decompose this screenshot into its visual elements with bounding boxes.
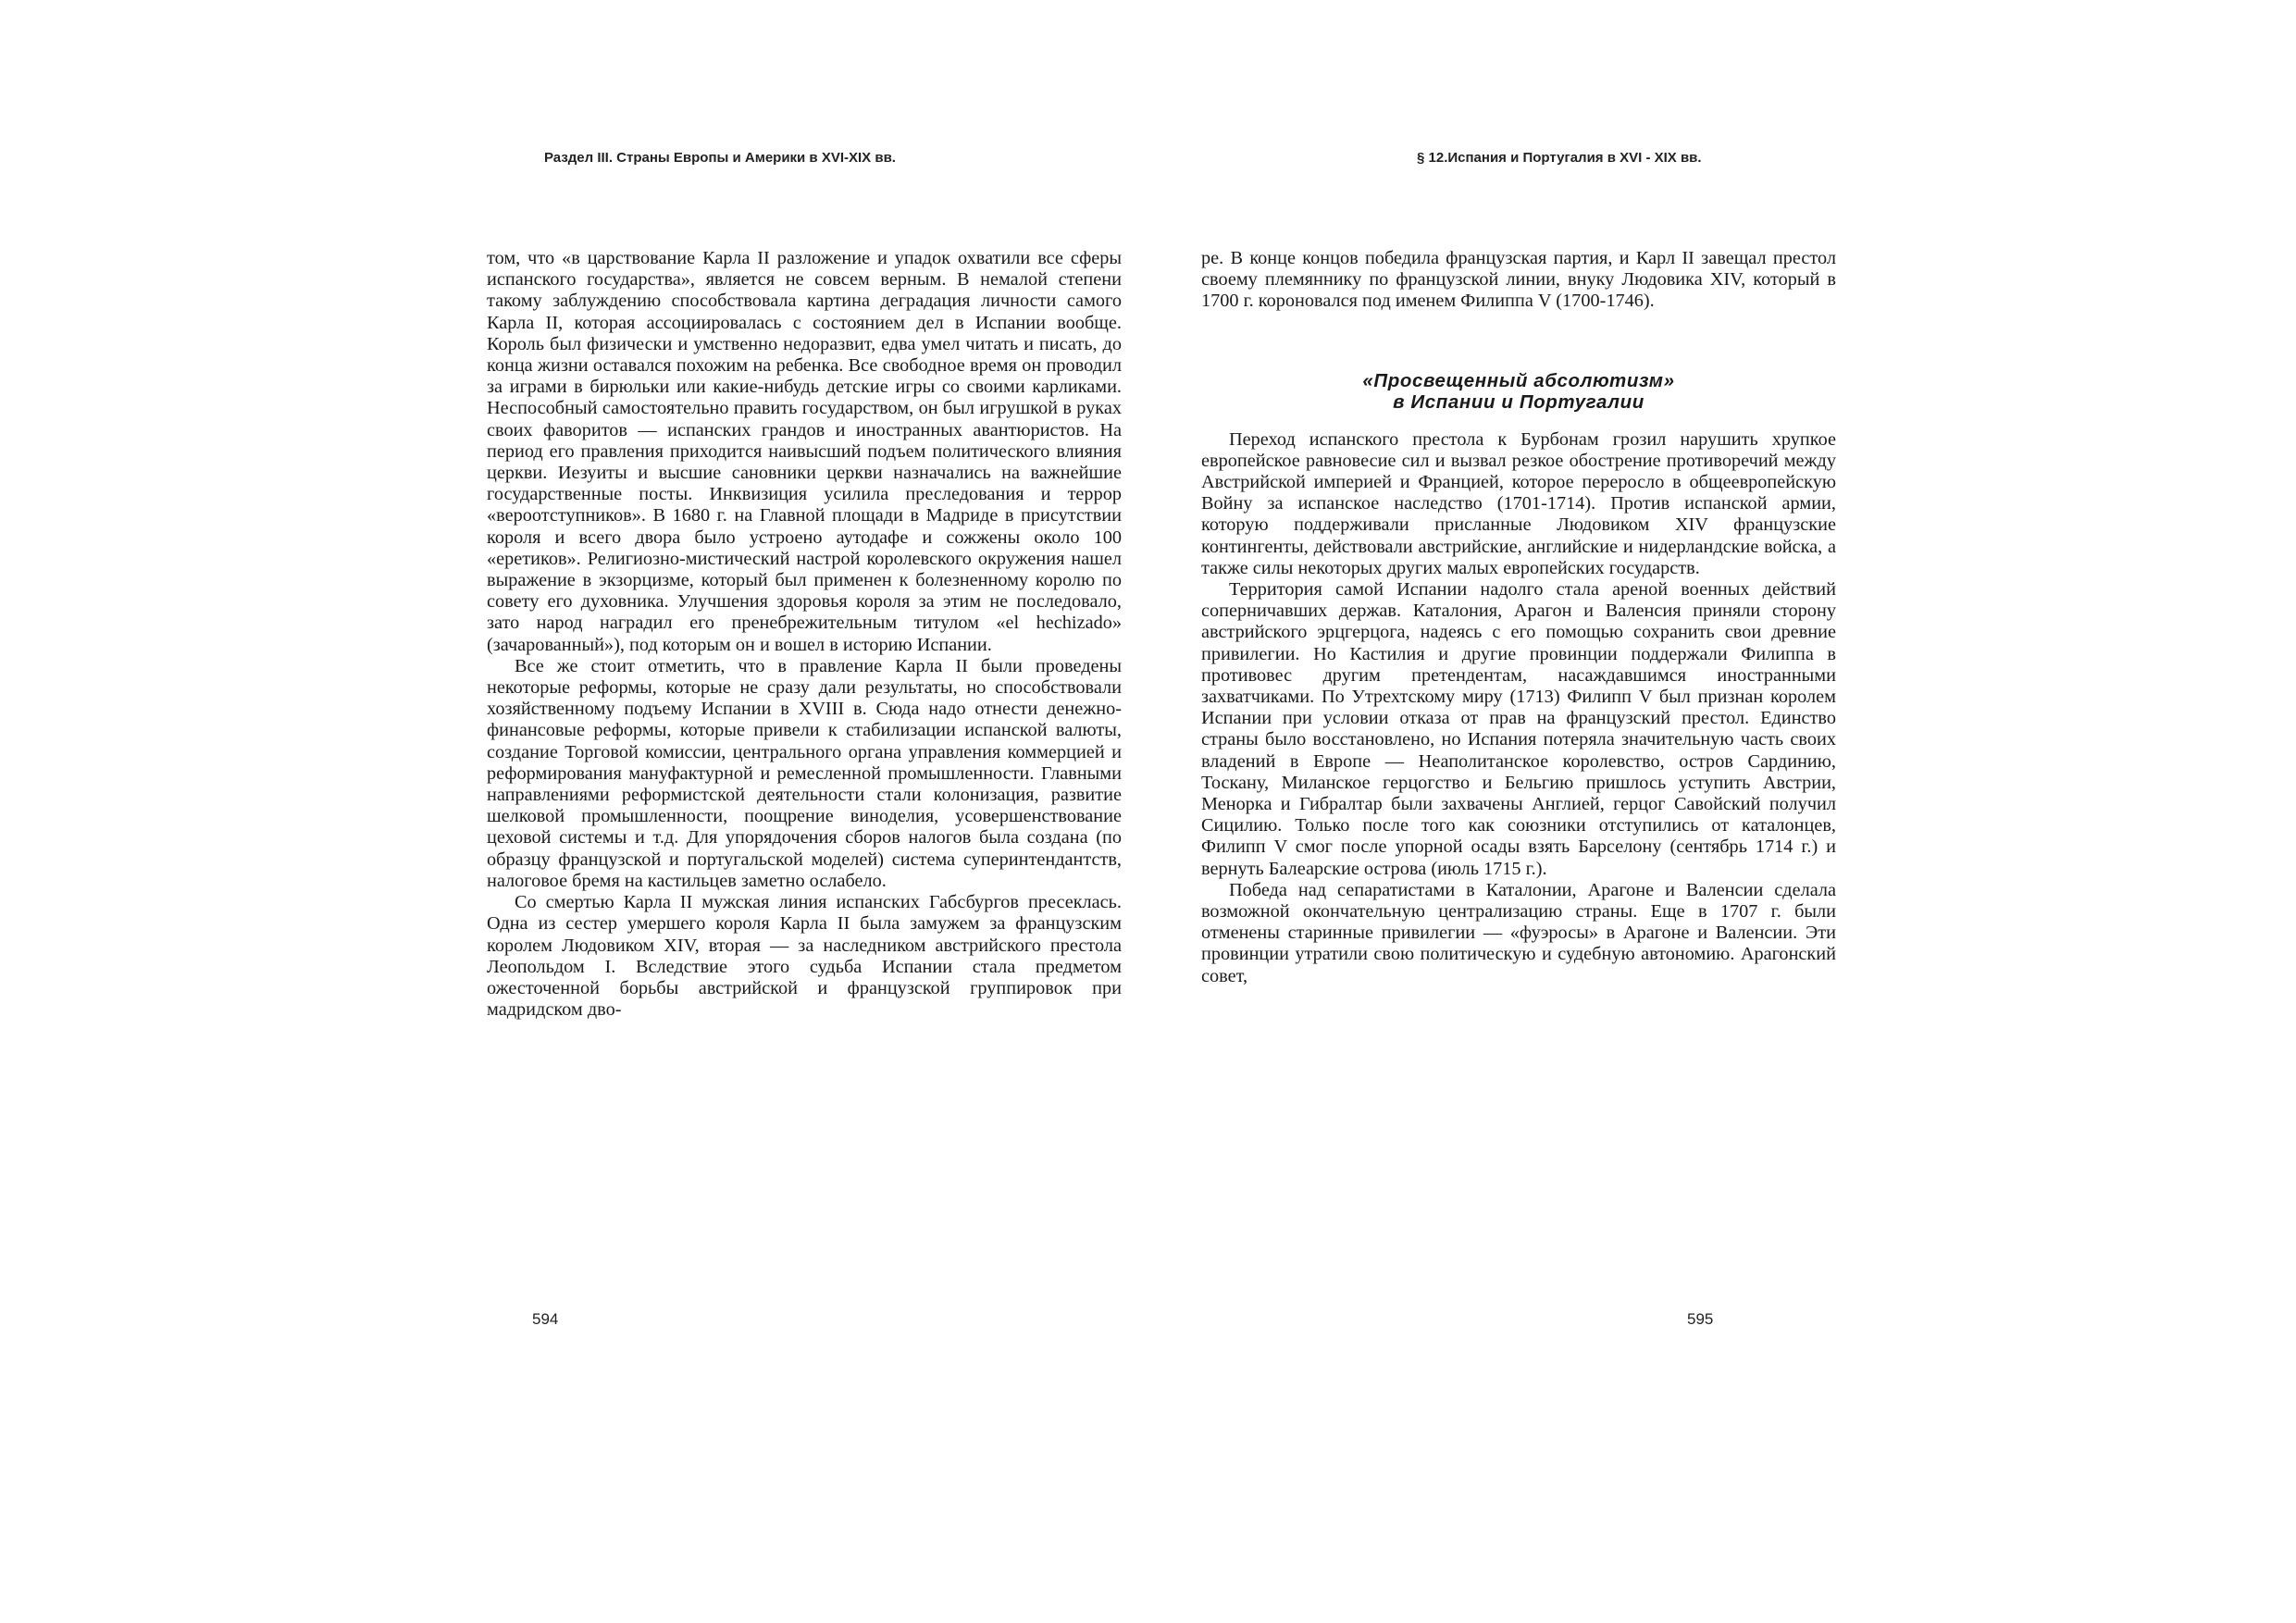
paragraph: Все же стоит отметить, что в правление Карла II были проведены некоторые реформы, которые не сразу дали результаты, но способствовали хозяйственному подъему Испании в XVIII в. Сюда надо отнести денежно-финансовые реформы, которые привели к стабилизации испанской валюты, создание Торговой комиссии, центрального органа управления коммерцией и реформирования мануфактурной и ремесленной промышленности. Главными направлениями реформистской деятельности стали колонизация, развитие шелковой промышленности, поощрение виноделия, усовершенствование цеховой системы и т.д. Для упорядочения сборов налогов была создана (по образцу французской и португальской моделей) система суперинтендантств, налоговое бремя на кастильцев заметно ослабело.	[487, 655, 1122, 891]
paragraph: Переход испанского престола к Бурбонам грозил нарушить хрупкое европейское равновесие сил и вызвал резкое обострение противоречий между Австрийской империей и Францией, которое переросло в общеевропейскую Войну за испанское наследство (1701-1714). Против испанской армии, которую поддерживали присланные Людовиком XIV французские контингенты, действовали австрийские, английские и нидерландские войска, а также силы некоторых других малых европейских государств.	[1201, 428, 1836, 578]
paragraph: Победа над сепаратистами в Каталонии, Арагоне и Валенсии сделала возможной окончательную централизацию страны. Еще в 1707 г. были отменены старинные привилегии — «фуэросы» в Арагоне и Валенсии. Эти провинции утратили свою политическую и судебную автономию. Арагонский совет,	[1201, 879, 1836, 986]
section-heading-line: в Испании и Португалии	[1393, 390, 1644, 413]
paragraph: Территория самой Испании надолго стала ареной военных действий соперничавших держав. Каталония, Арагон и Валенсия приняли сторону австрийского эрцгерцога, надеясь с его помощью сохранить свои древние привилегии. Но Кастилия и другие провинции поддержали Филиппа в противовес другим претендентам, насаждавшимся иностранными захватчиками. По Утрехтскому миру (1713) Филипп V был признан королем Испании при условии отказа от прав на французский престол. Единство страны было восстановлено, но Испания потеряла значительную часть своих владений в Европе — Неаполитанское королевство, остров Сардинию, Тоскану, Миланское герцогство и Бельгию пришлось уступить Австрии, Менорка и Гибралтар были захвачены Англией, герцог Савойский получил Сицилию. Только после того как союзники отступились от каталонцев, Филипп V смог после упорной осады взять Барселону (сентябрь 1714 г.) и вернуть Балеарские острова (июль 1715 г.).	[1201, 579, 1836, 879]
page-number-right: 595	[1687, 1310, 1714, 1328]
paragraph: том, что «в царствование Карла II разложение и упадок охватили все сферы испанского государства», является не совсем верным. В немалой степени такому заблуждению способствовала картина деградация личности самого Карла II, которая ассоциировалась с состоянием дел в Испании вообще. Король был физически и умственно недоразвит, едва умел читать и писать, до конца жизни оставался похожим на ребенка. Все свободное время он проводил за играми в бирюльки или какие-нибудь детские игры со своими карликами. Неспособный самостоятельно править государством, он был игрушкой в руках своих фаворитов — испанских грандов и иностранных авантюристов. На период его правления приходится наивысший подъем политического влияния церкви. Иезуиты и высшие сановники церкви назначались на важнейшие государственные посты. Инквизиция усилила преследования и террор «вероотступников». В 1680 г. на Главной площади в Мадриде в присутствии короля и всего двора было устроено аутодафе и сожжены около 100 «еретиков». Религиозно-мистический настрой королевского окружения нашел выражение в экзорцизме, который был применен к болезненному королю по совету его духовника. Улучшения здоровья короля за этим не последовало, зато народ наградил его пренебрежительным титулом «el hechizado» (зачарованный»), под которым он и вошел в историю Испании.	[487, 248, 1122, 655]
right-text-column	[1201, 248, 1836, 987]
section-heading	[1201, 370, 1836, 413]
running-head-right: § 12.Испания и Португалия в XVI - XIX вв.	[1417, 150, 1702, 166]
section-heading-line: «Просвещенный абсолютизм»	[1362, 369, 1675, 391]
left-text-column	[487, 248, 1122, 1021]
paragraph: Со смертью Карла II мужская линия испанских Габсбургов пресеклась. Одна из сестер умершего короля Карла II была замужем за французским королем Людовиком XIV, вторая — за наследником австрийского престола Леопольдом I. Вследствие этого судьба Испании стала предметом ожесточенной борьбы австрийской и французской группировок при мадридском дво-	[487, 892, 1122, 1021]
right-page	[1148, 0, 2296, 1623]
page-number-left: 594	[532, 1310, 559, 1328]
paragraph: ре. В конце концов победила французская партия, и Карл II завещал престол своему племяннику по французской линии, внуку Людовика XIV, который в 1700 г. короновался под именем Филиппа V (1700-1746).	[1201, 248, 1836, 312]
running-head-left: Раздел III. Страны Европы и Америки в XVI-XIX вв.	[544, 150, 896, 166]
